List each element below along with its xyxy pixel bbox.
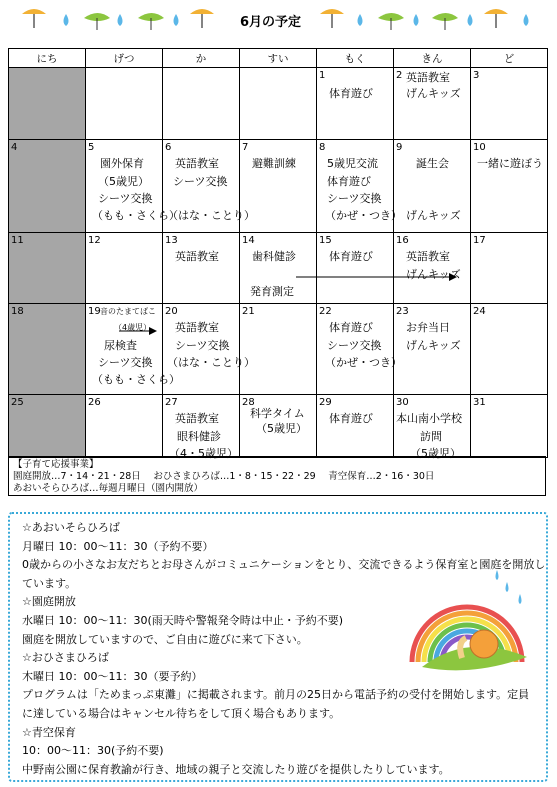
- calendar-day-cell: [240, 68, 317, 140]
- notice-line: ています。: [22, 576, 77, 590]
- notice-line: 中野南公園に保育教諭が行き、地域の親子と交流したり遊びを提供したりしています。: [22, 762, 450, 776]
- calendar-week-row: [9, 395, 548, 458]
- calendar-day-cell: [86, 140, 180, 233]
- calendar-day-cell: [317, 304, 402, 395]
- weekday-header: か: [163, 49, 240, 68]
- notice-box: [8, 512, 548, 782]
- header-decoration-left: [0, 6, 230, 36]
- notice-line: 木曜日 10：00～11：30（要予約）: [22, 669, 203, 683]
- calendar-event: 一緒に遊ぼう: [477, 157, 543, 170]
- calendar-event: 体育遊び: [327, 175, 371, 188]
- day-number: 27: [165, 397, 178, 408]
- calendar-event: シーツ交換: [98, 356, 153, 369]
- calendar-event: シーツ交換: [98, 192, 153, 205]
- calendar-day-cell: [471, 304, 548, 395]
- notice-section-heading: ☆あおいそらひろば: [22, 521, 120, 534]
- support-info-line: あおいそらひろば…毎週月曜日（園内開放）: [13, 483, 204, 494]
- day-number: 30: [396, 397, 409, 408]
- calendar-event: シーツ交換: [327, 339, 382, 352]
- calendar-table: [8, 48, 548, 458]
- drop-icon: [174, 14, 179, 26]
- calendar-event: （かぜ・つき）: [325, 209, 402, 222]
- calendar-event: （はな・ことり）: [167, 209, 255, 222]
- weekday-header: げつ: [86, 49, 163, 68]
- calendar-week-row: [9, 233, 548, 304]
- calendar-event: 体育遊び: [329, 250, 373, 263]
- day-number: 26: [88, 397, 101, 408]
- day-number: 18: [11, 306, 24, 317]
- header-decoration-right: [318, 6, 548, 36]
- calendar-day-cell: [9, 68, 86, 140]
- day-number: 7: [242, 142, 249, 153]
- weekday-header: ど: [471, 49, 548, 68]
- weekday-header: きん: [394, 49, 471, 68]
- calendar-event: （4・5歳児）: [169, 447, 238, 460]
- calendar-event: （4歳児）: [114, 323, 152, 332]
- calendar-event: 5歳児交流: [327, 157, 378, 170]
- day-number: 12: [88, 235, 101, 246]
- day-number: 17: [473, 235, 486, 246]
- leaf-icon: [432, 13, 458, 30]
- calendar-day-cell: [240, 233, 317, 304]
- calendar-event: 訪問: [420, 430, 442, 443]
- calendar-event: （もも・さくら）: [92, 209, 180, 222]
- rainbow-snail-illustration: [402, 562, 532, 672]
- calendar-day-cell: [86, 68, 163, 140]
- calendar-event: シーツ交換: [173, 175, 228, 188]
- day-number: 14: [242, 235, 255, 246]
- weekday-header: もく: [317, 49, 394, 68]
- calendar-event: 避難訓練: [252, 157, 296, 170]
- calendar-event: 歯科健診: [252, 250, 296, 263]
- notice-line: プログラムは「ためまっぷ東灘」に掲載されます。前月の25日から電話予約の受付を開始します。定員: [22, 688, 530, 702]
- calendar-event: お弁当日: [406, 321, 450, 334]
- calendar-day-cell: [86, 233, 163, 304]
- calendar-week-row: [9, 140, 548, 233]
- calendar-event: 英語教室: [406, 250, 450, 263]
- umbrella-icon: [190, 9, 214, 28]
- day-number: 5: [88, 142, 95, 153]
- umbrella-icon: [320, 9, 344, 28]
- drop-icon: [414, 14, 419, 26]
- notice-line: 園庭を開放していますので、ご自由に遊びに来て下さい。: [22, 632, 308, 646]
- day-number: 22: [319, 306, 332, 317]
- calendar-event: 本山南小学校: [396, 412, 462, 425]
- day-number: 13: [165, 235, 178, 246]
- day-number: 28: [242, 397, 255, 408]
- calendar-event: シーツ交換: [327, 192, 382, 205]
- calendar-day-cell: [9, 140, 86, 233]
- calendar-event: （5歳児）: [256, 422, 307, 435]
- calendar-event: げんキッズ: [406, 87, 461, 100]
- calendar-event: 英語教室: [175, 250, 219, 263]
- day-number: 1: [319, 70, 326, 81]
- calendar-event: 尿検査: [104, 339, 137, 352]
- calendar-day-cell: [394, 395, 471, 458]
- day-number: 21: [242, 306, 255, 317]
- calendar-day-cell: [9, 233, 86, 304]
- day-number: 20: [165, 306, 178, 317]
- calendar-day-cell: [394, 140, 471, 233]
- calendar-event: 体育遊び: [329, 321, 373, 334]
- drop-icon: [468, 14, 473, 26]
- page-title: 6月の予定: [240, 15, 302, 30]
- notice-section-heading: ☆おひさまひろば: [22, 651, 109, 665]
- calendar-event: 発育測定: [250, 285, 294, 298]
- calendar-day-cell: [317, 68, 394, 140]
- weekday-header: にち: [9, 49, 86, 68]
- notice-line: 10：00～11：30(予約不要): [22, 744, 164, 758]
- drop-icon: [64, 14, 69, 26]
- support-info-box: [8, 456, 546, 496]
- notice-section-heading: ☆青空保育: [22, 725, 76, 739]
- calendar-event: 体育遊び: [329, 412, 373, 425]
- calendar-day-cell: [9, 395, 86, 458]
- calendar-day-cell: [163, 395, 240, 458]
- day-number: 25: [11, 397, 24, 408]
- calendar-day-cell: [317, 233, 394, 304]
- drop-icon: [524, 14, 529, 26]
- calendar-event: （はな・ことり）: [167, 356, 255, 369]
- calendar-day-cell: [163, 233, 240, 304]
- calendar-event: （かぜ・つき）: [325, 356, 402, 369]
- calendar-day-cell: [471, 395, 548, 458]
- day-number: 19: [88, 306, 101, 317]
- day-number: 3: [473, 70, 480, 81]
- calendar-event: 体育遊び: [329, 87, 373, 100]
- calendar-day-cell: [240, 395, 317, 458]
- calendar-day-cell: [471, 68, 548, 140]
- title-row: [0, 6, 557, 36]
- calendar-event: げんキッズ: [406, 209, 461, 222]
- calendar-event: （5歳児）: [98, 175, 149, 188]
- calendar-day-cell: [317, 140, 402, 233]
- calendar-day-cell: [163, 140, 255, 233]
- day-number: 29: [319, 397, 332, 408]
- calendar-day-cell: [9, 304, 86, 395]
- day-number: 2: [396, 70, 403, 81]
- drop-icon: [118, 14, 123, 26]
- calendar-event: 英語教室: [175, 321, 219, 334]
- notice-line: 月曜日 10：00～11：30（予約不要）: [22, 539, 214, 553]
- leaf-icon: [84, 13, 110, 30]
- calendar-event: 英語教室: [406, 71, 450, 84]
- day-number: 6: [165, 142, 172, 153]
- day-number: 15: [319, 235, 332, 246]
- calendar-event: シーツ交換: [175, 339, 230, 352]
- leaf-icon: [378, 13, 404, 30]
- day-number: 23: [396, 306, 409, 317]
- calendar-day-cell: [163, 68, 240, 140]
- calendar-event: げんキッズ: [406, 268, 461, 281]
- notice-line: に達している場合はキャンセル待ちをして頂く場合もあります。: [22, 707, 341, 720]
- calendar-event: げんキッズ: [406, 339, 461, 352]
- day-number: 10: [473, 142, 486, 153]
- notice-line: 水曜日 10：00～11：30(雨天時や警報発令時は中止・予約不要): [22, 614, 344, 627]
- calendar-event: 英語教室: [175, 412, 219, 425]
- day-number: 9: [396, 142, 403, 153]
- day-number: 4: [11, 142, 18, 153]
- calendar-event: 園外保育: [100, 157, 144, 170]
- calendar-day-cell: [86, 395, 163, 458]
- calendar-day-cell: [394, 304, 471, 395]
- day-number: 16: [396, 235, 409, 246]
- calendar-event: （もも・さくら）: [92, 373, 180, 386]
- weekday-header-row: [9, 49, 548, 68]
- calendar-day-cell: [471, 233, 548, 304]
- support-info-line: 園庭開放…7・14・21・28日 おひさまひろば…1・8・15・22・29 青空保育…2・16・30日: [13, 471, 435, 482]
- drop-icon: [358, 14, 363, 26]
- umbrella-icon: [484, 9, 508, 28]
- calendar-event: 英語教室: [175, 157, 219, 170]
- calendar-event: 音のたまてばこ: [100, 307, 156, 316]
- calendar-event: 眼科健診: [177, 430, 221, 443]
- day-number: 24: [473, 306, 486, 317]
- calendar-event: 科学タイム: [250, 407, 305, 420]
- calendar-event: （5歳児）: [410, 447, 461, 460]
- calendar-day-cell: [394, 233, 471, 304]
- leaf-icon: [138, 13, 164, 30]
- calendar-day-cell: [317, 395, 394, 458]
- support-info-heading: 【子育て応援事業】: [13, 459, 99, 470]
- weekday-header: すい: [240, 49, 317, 68]
- calendar-day-cell: [394, 68, 471, 140]
- notice-line: 0歳からの小さなお友だちとお母さんがコミュニケーションをとり、交流できるよう保育室と園庭を開放し: [22, 558, 546, 572]
- notice-section-heading: ☆園庭開放: [22, 595, 76, 609]
- calendar-week-row: [9, 304, 548, 395]
- day-number: 8: [319, 142, 326, 153]
- calendar-week-row: [9, 68, 548, 140]
- calendar-day-cell: [240, 140, 317, 233]
- day-number: 11: [11, 235, 24, 246]
- day-number: 31: [473, 397, 486, 408]
- calendar-event: 誕生会: [416, 157, 449, 170]
- calendar-day-cell: [471, 140, 548, 233]
- calendar-day-cell: [240, 304, 317, 395]
- umbrella-icon: [22, 9, 46, 28]
